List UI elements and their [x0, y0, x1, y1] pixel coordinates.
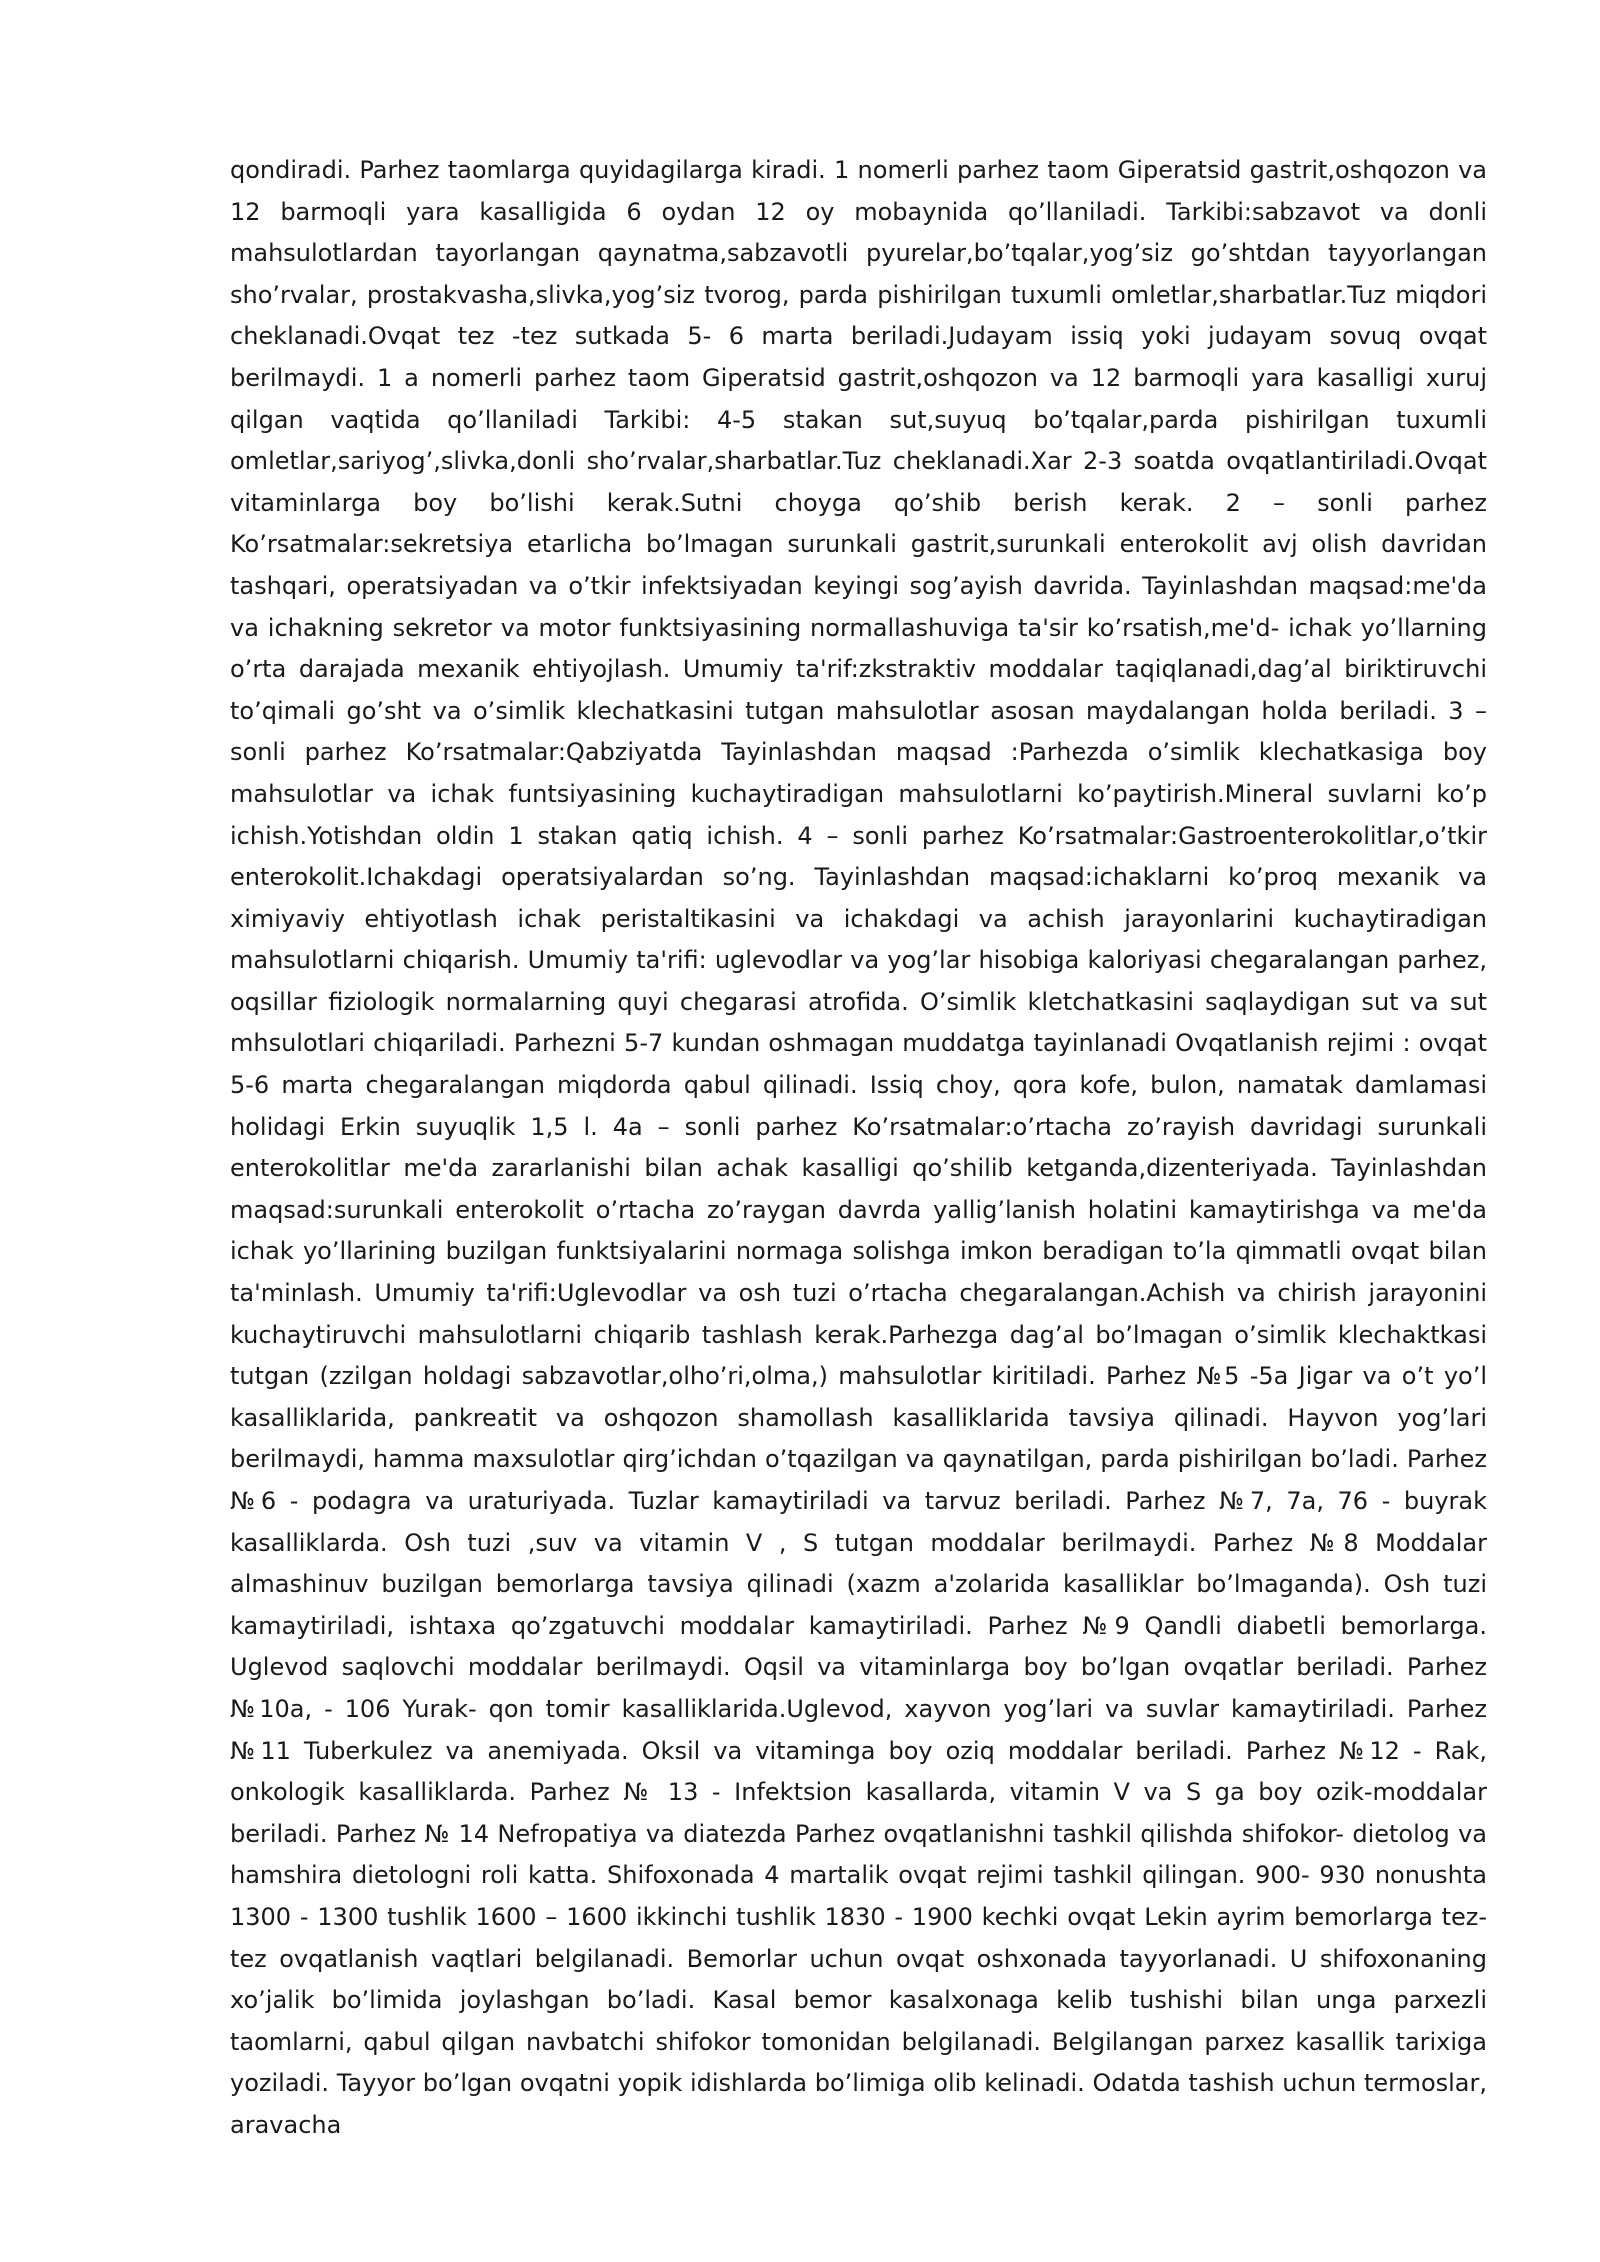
- body-text: [230, 150, 1487, 2147]
- paragraph: qondiradi. Parhez taomlarga quyidagilarga kiradi. 1 nomerli parhez taom Giperatsid gastrit,oshqozon va 12 barmoqli yara kasalligida 6 oydan 12 oy mobaynida qo’llaniladi. Tarkibi:sabzavot va donli mahsulotlardan tayorlangan qaynatma,sabzavotli pyurelar,bo’tqalar,yog’siz go’shtdan tayyorlangan sho’rvalar, prostakvasha,slivka,yog’siz tvorog, parda pishirilgan tuxumli omletlar,sharbatlar.Tuz miqdori cheklanadi.Ovqat tez -tez sutkada 5- 6 marta beriladi.Judayam issiq yoki judayam sovuq ovqat berilmaydi. 1 a nomerli parhez taom Giperatsid gastrit,oshqozon va 12 barmoqli yara kasalligi xuruj qilgan vaqtida qo’llaniladi Tarkibi: 4-5 stakan sut,suyuq bo’tqalar,parda pishirilgan tuxumli omletlar,sariyog’,slivka,donli sho’rvalar,sharbatlar.Tuz cheklanadi.Xar 2-3 soatda ovqatlantiriladi.Ovqat vitaminlarga boy bo’lishi kerak.Sutni choyga qo’shib berish kerak. 2 – sonli parhez Ko’rsatmalar:sekretsiya etarlicha bo’lmagan surunkali gastrit,surunkali enterokolit avj olish davridan tashqari, operatsiyadan va o’tkir infektsiyadan keyingi sog’ayish davrida. Tayinlashdan maqsad:me'da va ichakning sekretor va motor funktsiyasining normallashuviga ta'sir ko’rsatish,me'd- ichak yo’llarning o’rta darajada mexanik ehtiyojlash. Umumiy ta'rif:zkstraktiv moddalar taqiqlanadi,dag’al biriktiruvchi to’qimali go’sht va o’simlik klechatkasini tutgan mahsulotlar asosan maydalangan holda beriladi. 3 – sonli parhez Ko’rsatmalar:Qabziyatda Tayinlashdan maqsad :Parhezda o’simlik klechatkasiga boy mahsulotlar va ichak funtsiyasining kuchaytiradigan mahsulotlarni ko’paytirish.Mineral suvlarni ko’p ichish.Yotishdan oldin 1 stakan qatiq ichish. 4 – sonli parhez Ko’rsatmalar:Gastroenterokolitlar,o’tkir enterokolit.Ichakdagi operatsiyalardan so’ng. Tayinlashdan maqsad:ichaklarni ko’proq mexanik va ximiyaviy ehtiyotlash ichak peristaltikasini va ichakdagi va achish jarayonlarini kuchaytiradigan mahsulotlarni chiqarish. Umumiy ta'rifi: uglevodlar va yog’lar hisobiga kaloriyasi chegaralangan parhez, oqsillar fiziologik normalarning quyi chegarasi atrofida. O’simlik kletchatkasini saqlaydigan sut va sut mhsulotlari chiqariladi. Parhezni 5-7 kundan oshmagan muddatga tayinlanadi Ovqatlanish rejimi : ovqat 5-6 marta chegaralangan miqdorda qabul qilinadi. Issiq choy, qora kofe, bulon, namatak damlamasi holidagi Erkin suyuqlik 1,5 l. 4a – sonli parhez Ko’rsatmalar:o’rtacha zo’rayish davridagi surunkali enterokolitlar me'da zararlanishi bilan achak kasalligi qo’shilib ketganda,dizenteriyada. Tayinlashdan maqsad:surunkali enterokolit o’rtacha zo’raygan davrda yallig’lanish holatini kamaytirishga va me'da ichak yo’llarining buzilgan funktsiyalarini normaga solishga imkon beradigan to’la qimmatli ovqat bilan ta'minlash. Umumiy ta'rifi:Uglevodlar va osh tuzi o’rtacha chegaralangan.Achish va chirish jarayonini kuchaytiruvchi mahsulotlarni chiqarib tashlash kerak.Parhezga dag’al bo’lmagan o’simlik klechaktkasi tutgan (zzilgan holdagi sabzavotlar,olho’ri,olma,) mahsulotlar kiritiladi. Parhez №5 -5a Jigar va o’t yo’l kasalliklarida, pankreatit va oshqozon shamollash kasalliklarida tavsiya qilinadi. Hayvon yog’lari berilmaydi, hamma maxsulotlar qirg’ichdan o’tqazilgan va qaynatilgan, parda pishirilgan bo’ladi. Parhez №6 - podagra va uraturiyada. Tuzlar kamaytiriladi va tarvuz beriladi. Parhez №7, 7a, 76 - buyrak kasalliklarda. Osh tuzi ,suv va vitamin V , S tutgan moddalar berilmaydi. Parhez №8 Moddalar almashinuv buzilgan bemorlarga tavsiya qilinadi (xazm a'zolarida kasalliklar bo’lmaganda). Osh tuzi kamaytiriladi, ishtaxa qo’zgatuvchi moddalar kamaytiriladi. Parhez №9 Qandli diabetli bemorlarga. Uglevod saqlovchi moddalar berilmaydi. Oqsil va vitaminlarga boy bo’lgan ovqatlar beriladi. Parhez №10a, - 106 Yurak- qon tomir kasalliklarida.Uglevod, xayvon yog’lari va suvlar kamaytiriladi. Parhez №11 Tuberkulez va anemiyada. Oksil va vitaminga boy oziq moddalar beriladi. Parhez №12 - Rak, onkologik kasalliklarda. Parhez № 13 - Infektsion kasallarda, vitamin V va S ga boy ozik-moddalar beriladi. Parhez № 14 Nefropatiya va diatezda Parhez ovqatlanishni tashkil qilishda shifokor- dietolog va hamshira dietologni roli katta. Shifoxonada 4 martalik ovqat rejimi tashkil qilingan. 900- 930 nonushta 1300 - 1300 tushlik 1600 – 1600 ikkinchi tushlik 1830 - 1900 kechki ovqat Lekin ayrim bemorlarga tez-tez ovqatlanish vaqtlari belgilanadi. Bemorlar uchun ovqat oshxonada tayyorlanadi. U shifoxonaning xo’jalik bo’limida joylashgan bo’ladi. Kasal bemor kasalxonaga kelib tushishi bilan unga parxezli taomlarni, qabul qilgan navbatchi shifokor tomonidan belgilanadi. Belgilangan parxez kasallik tarixiga yoziladi. Tayyor bo’lgan ovqatni yopik idishlarda bo’limiga olib kelinadi. Odatda tashish uchun termoslar, aravacha: [230, 156, 1487, 2139]
